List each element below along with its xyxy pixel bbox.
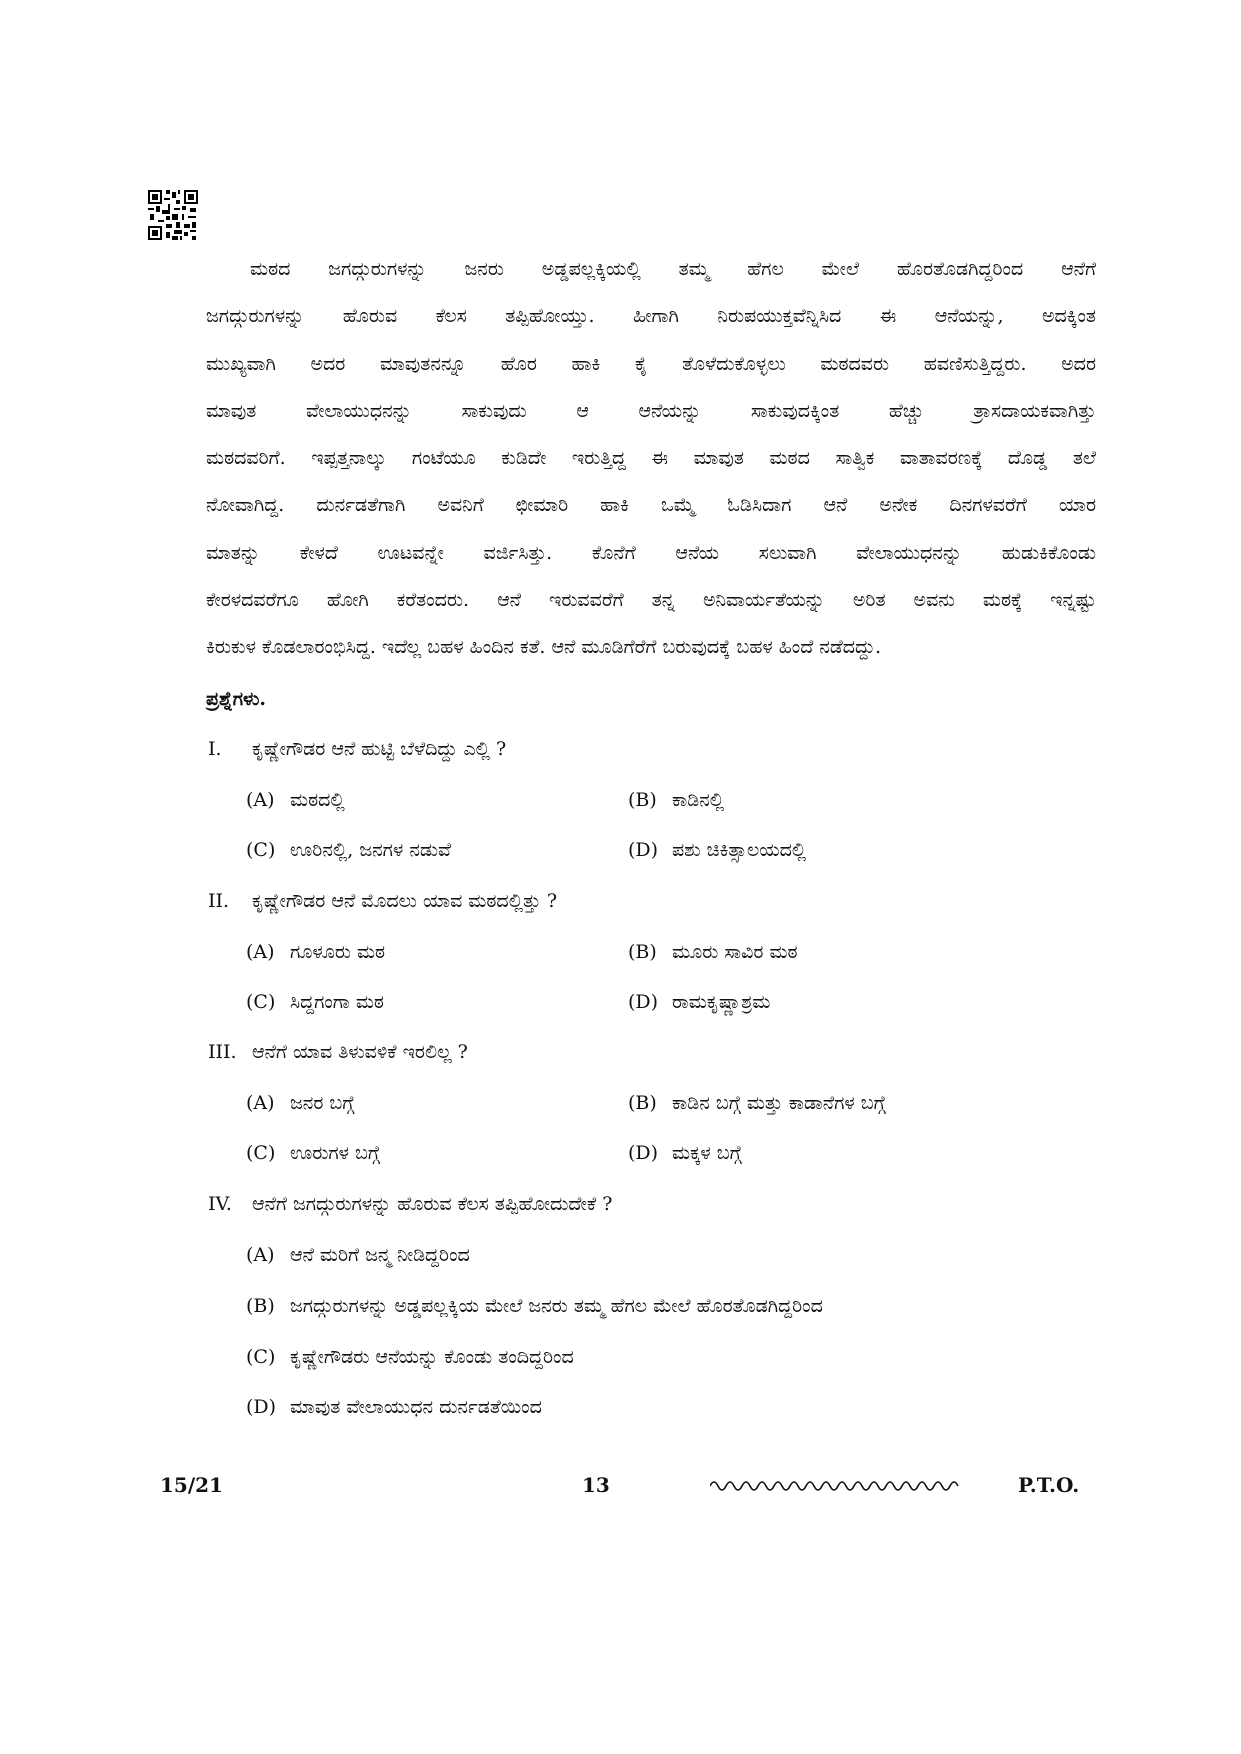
option-label: (A): [246, 789, 275, 811]
question-text: ಕೃಷ್ಣೇಗೌಡರ ಆನೆ ಮೊದಲು ಯಾವ ಮಠದಲ್ಲಿತ್ತು ?: [252, 890, 558, 912]
option-a: [246, 1244, 470, 1266]
option-label: (D): [628, 839, 659, 861]
option-text: ಮಾವುತ ವೇಲಾಯುಧನ ದುರ್ನಡತೆಯಿಂದ: [290, 1396, 542, 1418]
passage: [206, 246, 1096, 672]
option-a: [246, 1092, 354, 1114]
option-label: (B): [628, 941, 657, 963]
question-text: ಆನೆಗೆ ಯಾವ ತಿಳುವಳಿಕೆ ಇರಲಿಲ್ಲ ?: [252, 1041, 468, 1063]
option-b: [628, 1092, 886, 1114]
option-c: [246, 991, 384, 1013]
option-label: (C): [246, 991, 276, 1013]
option-label: (B): [628, 1092, 657, 1114]
option-b: [628, 941, 798, 963]
option-d: [246, 1396, 542, 1418]
option-text: ಗೂಳೂರು ಮಠ: [290, 941, 386, 963]
option-label: (A): [246, 941, 275, 963]
option-label: (A): [246, 1244, 275, 1266]
question-number: IV.: [208, 1193, 232, 1215]
option-text: ರಾಮಕೃಷ್ಣಾಶ್ರಮ: [672, 991, 771, 1013]
page-number: 13: [582, 1473, 610, 1497]
option-text: ಕಾಡಿನಲ್ಲಿ: [672, 789, 725, 811]
passage-line: ಮಾತನ್ನು ಕೇಳದೆ ಊಟವನ್ನೇ ವರ್ಜಿಸಿತ್ತು. ಕೊನೆಗೆ ಆನೆಯ ಸಲುವಾಗಿ ವೇಲಾಯುಧನನ್ನು ಹುಡುಕಿಕೊಂಡು: [206, 541, 1096, 564]
option-text: ಮಠದಲ್ಲಿ: [290, 789, 345, 811]
option-label: (C): [246, 1142, 276, 1164]
option-text: ಜನರ ಬಗ್ಗೆ: [290, 1092, 355, 1114]
qr-code: [148, 190, 198, 240]
option-label: (A): [246, 1092, 275, 1114]
option-label: (B): [246, 1295, 275, 1317]
passage-line: ಕೇರಳದವರೆಗೂ ಹೋಗಿ ಕರೆತಂದರು. ಆನೆ ಇರುವವರೆಗೆ ತನ್ನ ಅನಿವಾರ್ಯತೆಯನ್ನು ಅರಿತ ಅವನು ಮಠಕ್ಕೆ ಇನ್ನಷ್ಟು: [206, 589, 1096, 612]
passage-line: ಜಗದ್ಗುರುಗಳನ್ನು ಹೊರುವ ಕೆಲಸ ತಪ್ಪಿಹೋಯ್ತು. ಹೀಗಾಗಿ ನಿರುಪಯುಕ್ತವೆನ್ನಿಸಿದ ಈ ಆನೆಯನ್ನು, ಅದಕ್ಕಿಂತ: [206, 305, 1096, 328]
paper-code: 15/21: [160, 1473, 223, 1497]
question-text: ಕೃಷ್ಣೇಗೌಡರ ಆನೆ ಹುಟ್ಟಿ ಬೆಳೆದಿದ್ದು ಎಲ್ಲಿ ?: [252, 738, 507, 760]
question-number: I.: [208, 738, 222, 760]
option-d: [628, 991, 770, 1013]
option-text: ಮಕ್ಕಳ ಬಗ್ಗೆ: [672, 1142, 742, 1164]
option-text: ಕೃಷ್ಣೇಗೌಡರು ಆನೆಯನ್ನು ಕೊಂಡು ತಂದಿದ್ದರಿಂದ: [290, 1346, 574, 1368]
option-label: (D): [246, 1396, 277, 1418]
question-number: II.: [208, 890, 230, 912]
option-c: [246, 1142, 380, 1164]
option-text: ಜಗದ್ಗುರುಗಳನ್ನು ಅಡ್ಡಪಲ್ಲಕ್ಕಿಯ ಮೇಲೆ ಜನರು ತಮ್ಮ ಹೆಗಲ ಮೇಲೆ ಹೊರತೊಡಗಿದ್ದರಿಂದ: [290, 1295, 823, 1317]
option-b: [628, 789, 724, 811]
question-4: [208, 1193, 612, 1215]
option-label: (D): [628, 991, 659, 1013]
option-text: ಪಶು ಚಿಕಿತ್ಸಾಲಯದಲ್ಲಿ: [672, 839, 807, 861]
passage-line: ಮಾವುತ ವೇಲಾಯುಧನನ್ನು ಸಾಕುವುದು ಆ ಆನೆಯನ್ನು ಸಾಕುವುದಕ್ಕಿಂತ ಹೆಚ್ಚು ತ್ರಾಸದಾಯಕವಾಗಿತ್ತು: [206, 399, 1096, 422]
questions-heading: ಪ್ರಶ್ನೆಗಳು.: [206, 688, 267, 710]
option-d: [628, 839, 806, 861]
passage-line: ಮಠದವರಿಗೆ. ಇಪ್ಪತ್ತನಾಲ್ಕು ಗಂಟೆಯೂ ಕುಡಿದೇ ಇರುತ್ತಿದ್ದ ಈ ಮಾವುತ ಮಠದ ಸಾತ್ವಿಕ ವಾತಾವರಣಕ್ಕೆ ದೊಡ್ಡ ತಲೆ: [206, 447, 1096, 470]
option-text: ಕಾಡಿನ ಬಗ್ಗೆ ಮತ್ತು ಕಾಡಾನೆಗಳ ಬಗ್ಗೆ: [672, 1092, 886, 1114]
option-c: [246, 839, 451, 861]
option-label: (D): [628, 1142, 659, 1164]
option-text: ಮೂರು ಸಾವಿರ ಮಠ: [672, 941, 798, 963]
option-c: [246, 1346, 574, 1368]
option-a: [246, 789, 345, 811]
option-text: ಊರಿನಲ್ಲಿ, ಜನಗಳ ನಡುವೆ: [290, 839, 451, 861]
option-label: (C): [246, 839, 276, 861]
option-label: (B): [628, 789, 657, 811]
option-a: [246, 941, 385, 963]
pto-label: P.T.O.: [1018, 1473, 1080, 1497]
question-1: [208, 738, 506, 760]
option-text: ಸಿದ್ದಗಂಗಾ ಮಠ: [290, 991, 384, 1013]
option-text: ಊರುಗಳ ಬಗ್ಗೆ: [290, 1142, 381, 1164]
passage-line: ಮುಖ್ಯವಾಗಿ ಅದರ ಮಾವುತನನ್ನೂ ಹೊರ ಹಾಕಿ ಕೈ ತೊಳೆದುಕೊಳ್ಳಲು ಮಠದವರು ಹವಣಿಸುತ್ತಿದ್ದರು. ಅದರ: [206, 352, 1096, 375]
option-text: ಆನೆ ಮರಿಗೆ ಜನ್ಮ ನೀಡಿದ್ದರಿಂದ: [290, 1244, 470, 1266]
passage-line: ನೋವಾಗಿದ್ದ. ದುರ್ನಡತೆಗಾಗಿ ಅವನಿಗೆ ಛೀಮಾರಿ ಹಾಕಿ ಒಮ್ಮೆ ಓಡಿಸಿದಾಗ ಆನೆ ಅನೇಕ ದಿನಗಳವರೆಗೆ ಯಾರ: [206, 494, 1096, 517]
option-b: [246, 1295, 823, 1317]
option-label: (C): [246, 1346, 276, 1368]
question-number: III.: [208, 1041, 237, 1063]
question-text: ಆನೆಗೆ ಜಗದ್ಗುರುಗಳನ್ನು ಹೊರುವ ಕೆಲಸ ತಪ್ಪಿಹೋದುದೇಕೆ ?: [252, 1193, 613, 1215]
wavy-line-decoration: [710, 1478, 960, 1494]
passage-line: ಕಿರುಕುಳ ಕೊಡಲಾರಂಭಿಸಿದ್ದ. ಇದೆಲ್ಲ ಬಹಳ ಹಿಂದಿನ ಕತೆ. ಆನೆ ಮೂಡಿಗೆರೆಗೆ ಬರುವುದಕ್ಕೆ ಬಹಳ ಹಿಂದೆ ನಡೆದದ್ದು.: [206, 636, 882, 659]
question-3: [208, 1041, 468, 1063]
passage-line: ಮಠದ ಜಗದ್ಗುರುಗಳನ್ನು ಜನರು ಅಡ್ಡಪಲ್ಲಕ್ಕಿಯಲ್ಲಿ ತಮ್ಮ ಹೆಗಲ ಮೇಲೆ ಹೊರತೊಡಗಿದ್ದರಿಂದ ಆನೆಗೆ: [250, 258, 1096, 280]
option-d: [628, 1142, 742, 1164]
question-2: [208, 890, 557, 912]
